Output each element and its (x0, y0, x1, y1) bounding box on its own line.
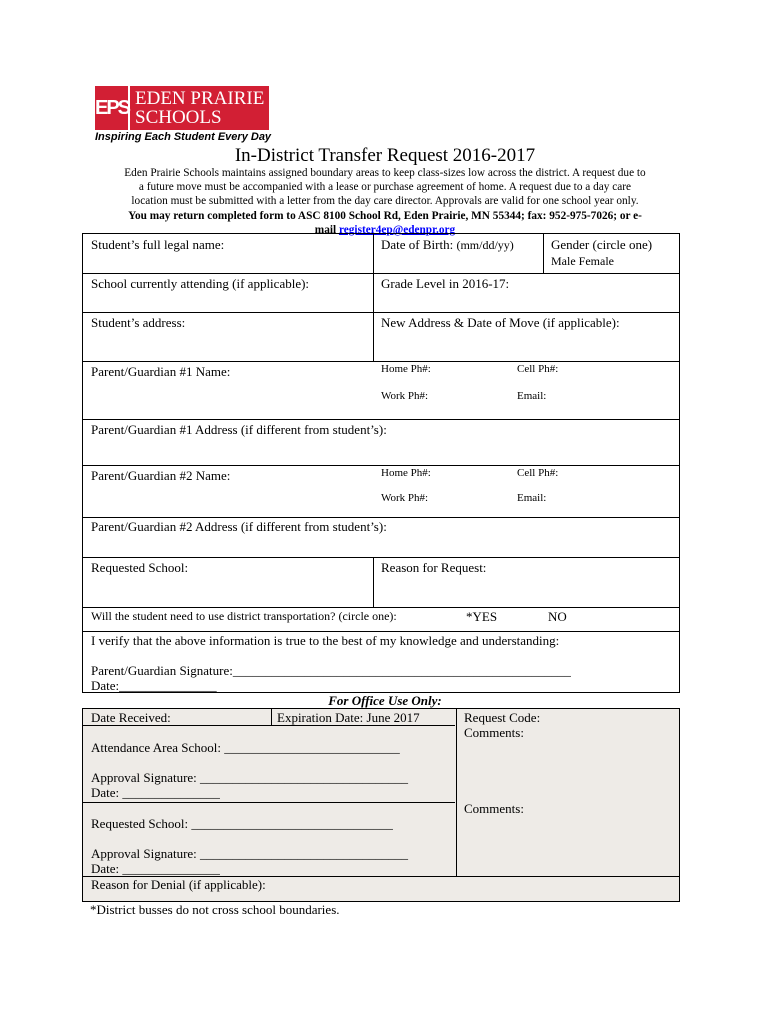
approval-signature-line-2: Approval Signature: ________________________________ (91, 846, 409, 861)
attendance-school-line: Attendance Area School: ___________________________ (91, 740, 400, 755)
address-label: Student’s address: (91, 315, 186, 330)
pg1-cell-phone: Cell Ph#: (517, 363, 559, 375)
approval-signature-line-1: Approval Signature: ________________________________ (91, 770, 409, 785)
district-logo (95, 86, 269, 130)
pg2-cell-phone: Cell Ph#: (517, 467, 559, 479)
pg1-address-label: Parent/Guardian #1 Address (if different from student’s): (91, 422, 387, 437)
page-title: In-District Transfer Request 2016-2017 (234, 145, 536, 166)
pg1-name-label: Parent/Guardian #1 Name: (91, 364, 231, 379)
parent-signature-line: Parent/Guardian Signature:____________________________________________________ (91, 663, 571, 678)
pg2-email: Email: (517, 492, 547, 504)
logo-mark: EPS (95, 86, 130, 130)
tagline: Inspiring Each Student Every Day (95, 131, 272, 143)
office-use-title: For Office Use Only: (328, 693, 442, 708)
transport-no: NO (548, 609, 567, 624)
dob-label: Date of Birth: (mm/dd/yy) (381, 237, 514, 252)
pg1-home-phone: Home Ph#: (381, 363, 431, 375)
requested-school-line: Requested School: _______________________________ (91, 816, 393, 831)
email-link[interactable]: register4ep@edenpr.org (338, 223, 456, 236)
current-school-label: School currently attending (if applicable): (91, 276, 310, 291)
pg2-work-phone: Work Ph#: (381, 492, 429, 504)
pg1-email: Email: (517, 390, 547, 402)
pg1-work-phone: Work Ph#: (381, 390, 429, 402)
pg2-name-label: Parent/Guardian #2 Name: (91, 468, 231, 483)
grade-label: Grade Level in 2016-17: (381, 276, 510, 291)
parent-date-line: Date:_______________ (91, 678, 217, 693)
requested-school-label: Requested School: (91, 560, 189, 575)
gender-label: Gender (circle one) (551, 237, 653, 252)
reason-label: Reason for Request: (381, 560, 487, 575)
pg2-home-phone: Home Ph#: (381, 467, 431, 479)
gender-options: Male Female (551, 254, 614, 268)
transport-question: Will the student need to use district transportation? (circle one): (91, 609, 397, 623)
verify-statement: I verify that the above information is true to the best of my knowledge and understanding: (91, 633, 560, 648)
date-received-label: Date Received: (91, 710, 171, 725)
transfer-form (82, 233, 680, 693)
intro-paragraph: Eden Prairie Schools maintains assigned boundary areas to keep class-sizes low across the district. A request due to a future move must be accompanied with a lease or purchase agreement of home. A request due to a day care location must be submitted with a letter from the day care director. Approvals are valid for one school year only. You may return completed form to ASC 8100 School Rd, Eden Prairie, MN 55344; fax: 952-975-7026; or e- mail register4ep@edenpr.org (124, 167, 646, 236)
request-code-label: Request Code: (464, 710, 541, 725)
expiration-date: Expiration Date: June 2017 (277, 710, 420, 725)
student-name-label: Student’s full legal name: (91, 237, 225, 252)
footnote: *District busses do not cross school boundaries. (90, 902, 340, 917)
comments-label-2: Comments: (464, 801, 524, 816)
comments-label-1: Comments: (464, 725, 524, 740)
approval-date-line-2: Date: _______________ (91, 861, 220, 876)
office-use-table (82, 708, 680, 902)
pg2-address-label: Parent/Guardian #2 Address (if different from student’s): (91, 519, 387, 534)
logo-name: EDEN PRAIRIE SCHOOLS (135, 88, 265, 128)
new-address-label: New Address & Date of Move (if applicable): (381, 315, 620, 330)
approval-date-line-1: Date: _______________ (91, 785, 220, 800)
transport-yes: *YES (466, 609, 498, 624)
denial-reason-label: Reason for Denial (if applicable): (91, 877, 266, 892)
